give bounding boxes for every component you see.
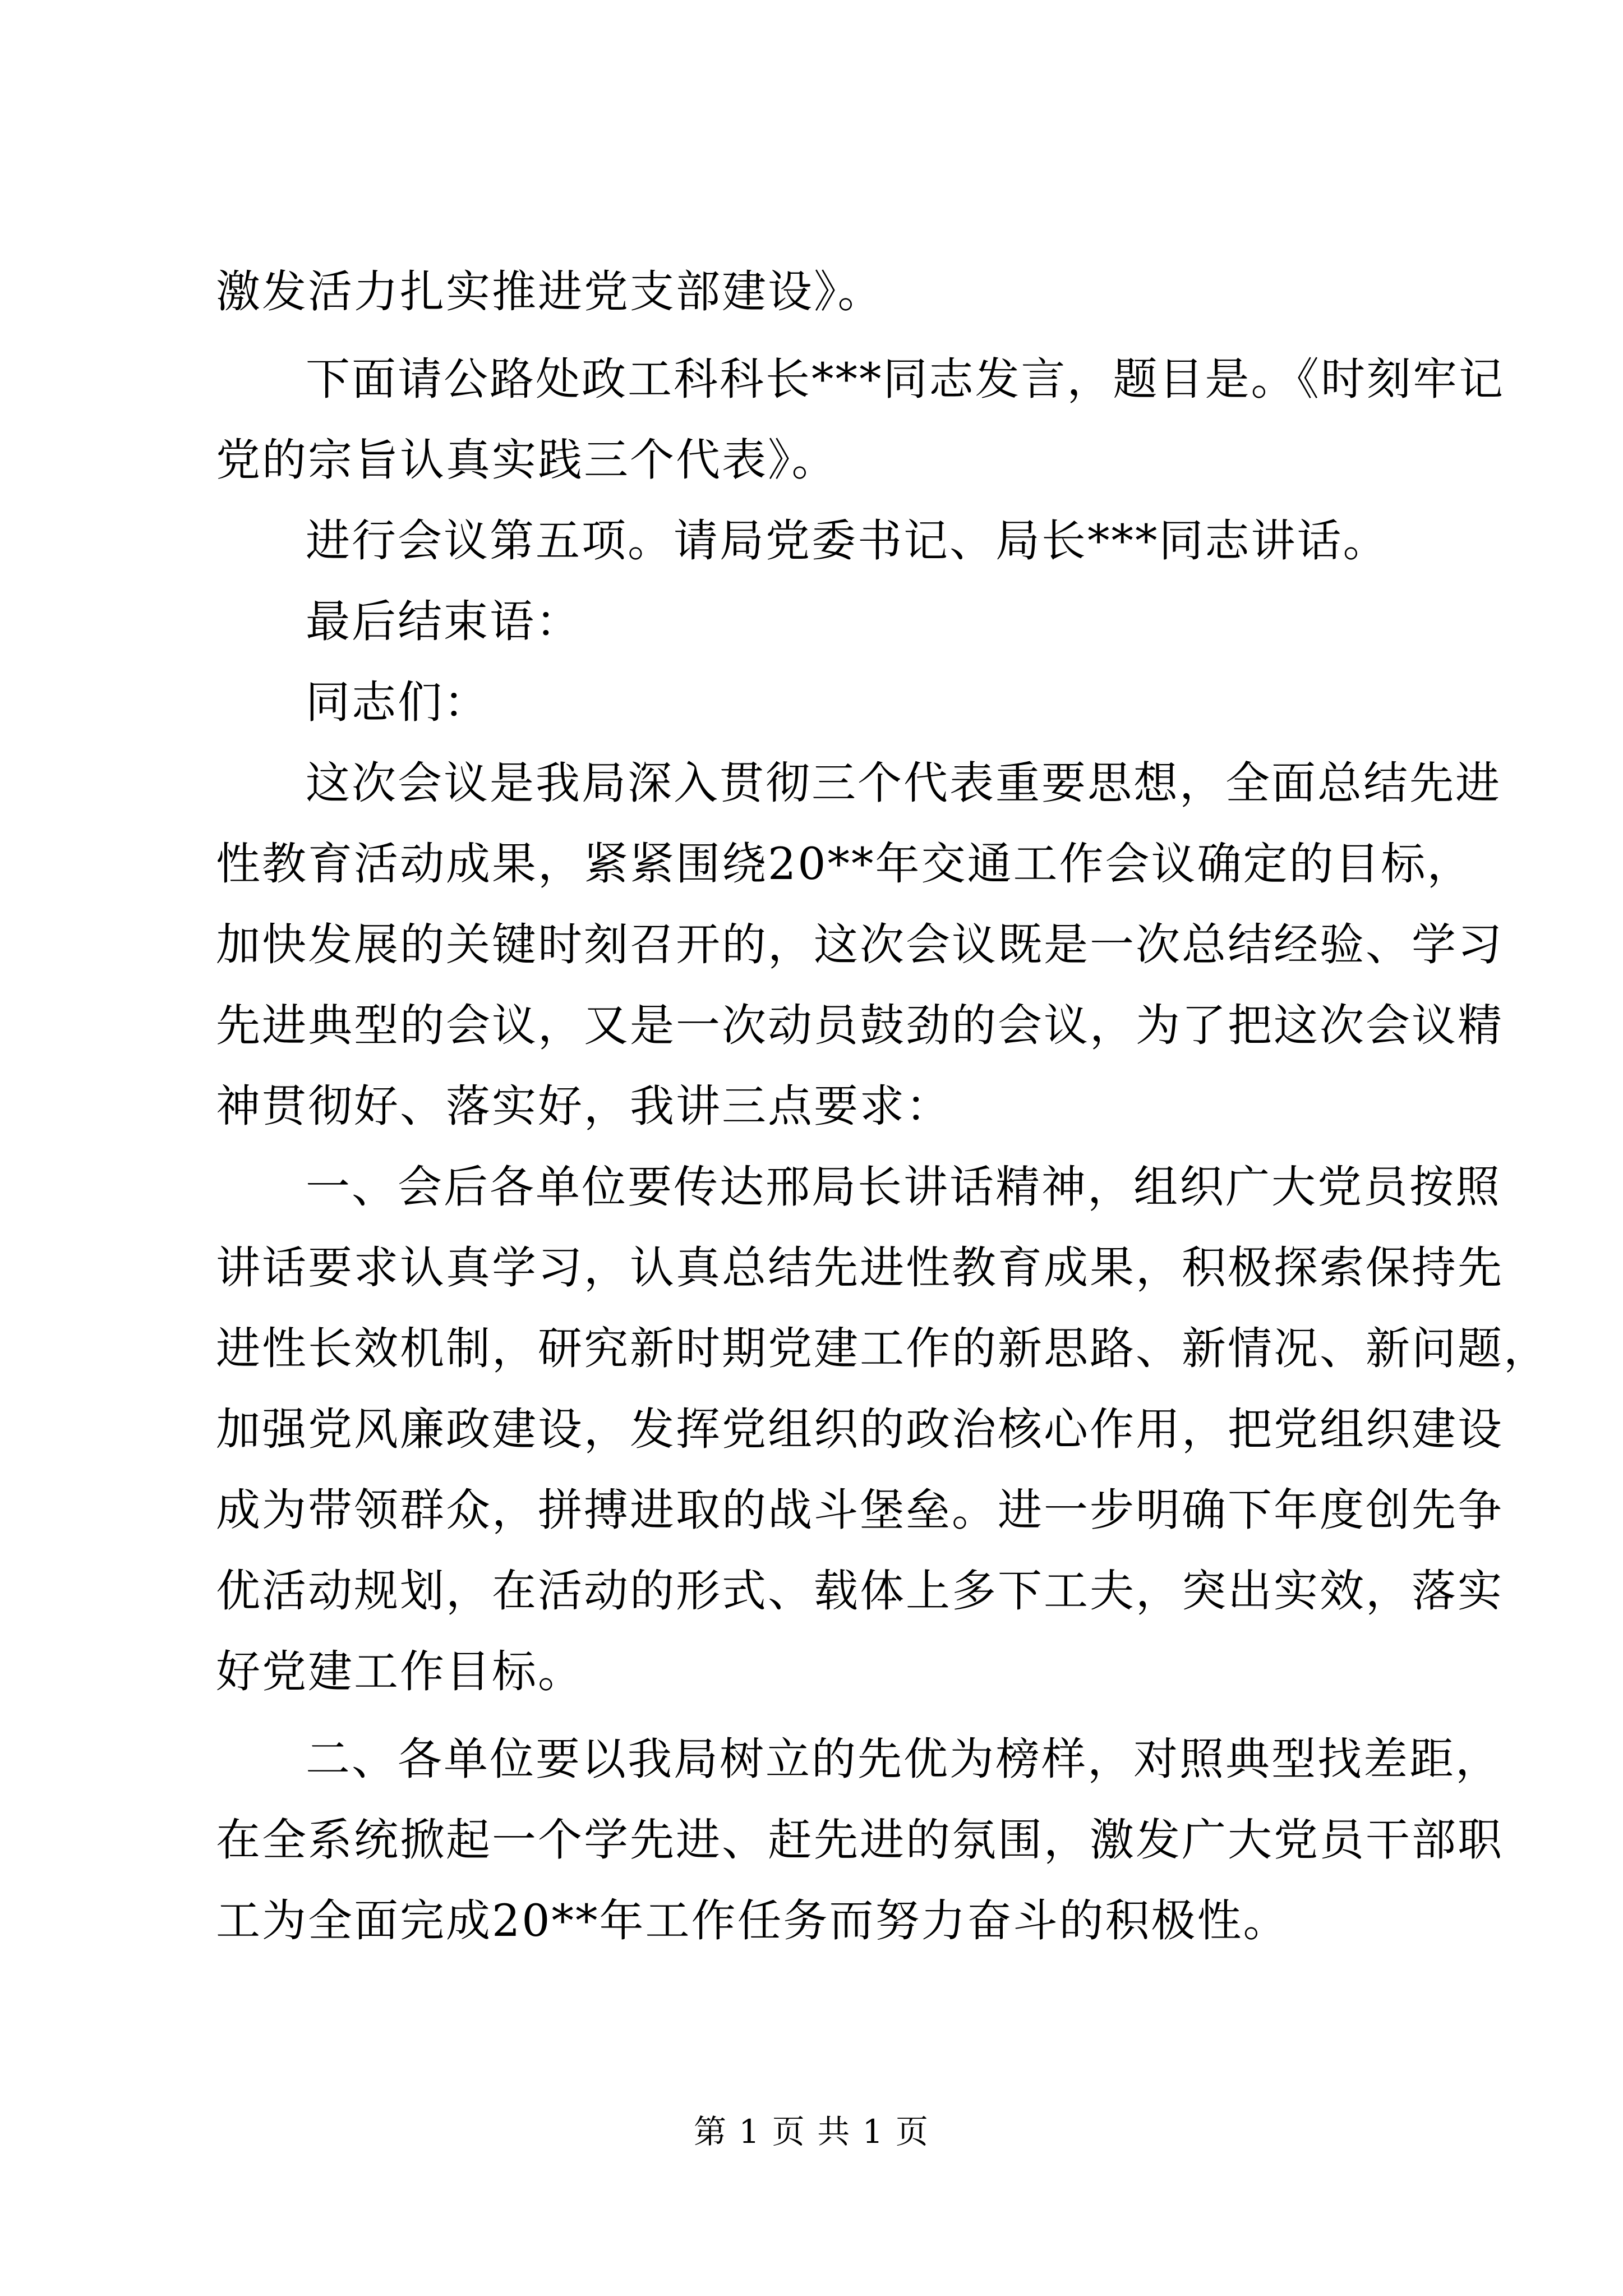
text-line: 成为带领群众，拼搏进取的战斗堡垒。进一步明确下年度创先争 — [216, 1484, 1504, 1536]
text-line: 性教育活动成果，紧紧围绕20**年交通工作会议确定的目标， — [216, 838, 1473, 890]
text-line: 工为全面完成20**年工作任务而努力奋斗的积极性。 — [216, 1895, 1289, 1947]
text-line: 优活动规划，在活动的形式、载体上多下工夫，突出实效，落实 — [216, 1565, 1504, 1617]
text-line: 进行会议第五项。请局党委书记、局长***同志讲话。 — [306, 515, 1389, 567]
text-line: 一、会后各单位要传达邢局长讲话精神，组织广大党员按照 — [306, 1161, 1501, 1213]
text-line: 好党建工作目标。 — [216, 1646, 584, 1697]
document-body — [216, 251, 1550, 1961]
text-line: 加快发展的关键时刻召开的，这次会议既是一次总结经验、学习 — [216, 919, 1504, 970]
text-line: 在全系统掀起一个学先进、赶先进的氛围，激发广大党员干部职 — [216, 1814, 1504, 1866]
text-line: 最后结束语： — [306, 596, 582, 647]
text-line: 先进典型的会议，又是一次动员鼓劲的会议，为了把这次会议精 — [216, 1000, 1504, 1051]
text-line: 这次会议是我局深入贯彻三个代表重要思想，全面总结先进 — [306, 757, 1501, 809]
text-line: 同志们： — [306, 677, 490, 728]
text-line: 讲话要求认真学习，认真总结先进性教育成果，积极探索保持先 — [216, 1242, 1504, 1294]
text-line: 进性长效机制，研究新时期党建工作的新思路、新情况、新问题， — [216, 1323, 1550, 1374]
page-footer: 第 1 页 共 1 页 — [694, 2113, 929, 2151]
text-line: 二、各单位要以我局树立的先优为榜样，对照典型找差距， — [306, 1733, 1501, 1785]
text-line: 党的宗旨认真实践三个代表》。 — [216, 434, 838, 486]
text-line: 加强党风廉政建设，发挥党组织的政治核心作用，把党组织建设 — [216, 1404, 1504, 1455]
text-line: 神贯彻好、落实好，我讲三点要求： — [216, 1080, 952, 1132]
text-line: 下面请公路处政工科科长***同志发言，题目是。《时刻牢记 — [306, 353, 1505, 405]
text-line: 激发活力扎实推进党支部建设》。 — [216, 266, 884, 318]
